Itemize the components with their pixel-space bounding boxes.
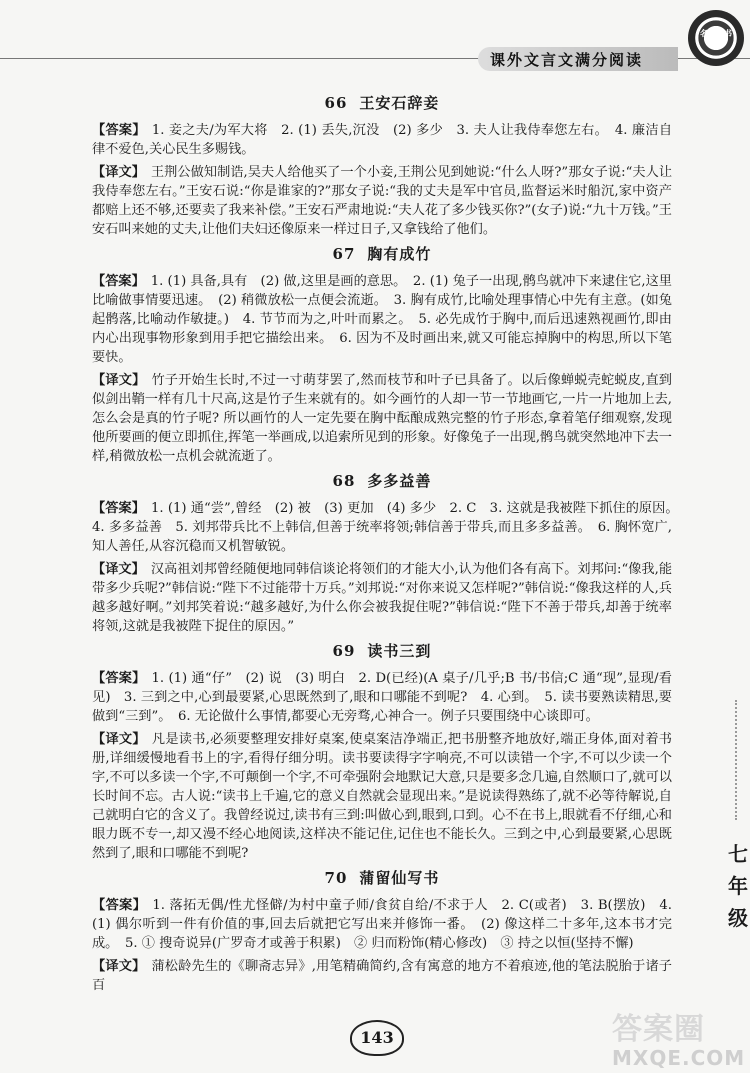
logo-text: 名师图书	[700, 28, 732, 38]
translation-text: 凡是读书,必须要整理安排好桌案,使桌案洁净端正,把书册整齐地放好,端正身体,面对着书册,详细缓慢地看书上的字,看得仔细分明。读书要读得字字响亮,不可以读错一个字,不可以少读一个字,不可以多读一个字,不可颠倒一个字,不可牵强附会地默记大意,只是要多念几遍,自然顺口了,就可以长时间不忘。古人说:“读书上千遍,它的意义自然就会显现出来。”是说读得熟练了,就不必等待解说,自己就明白它的含义了。我曾经说过,读书有三到:叫做心到,眼到,口到。心不在书上,眼就看不仔细,心和眼力既不专一,却又漫不经心地阅读,这样决不能记住,记住也不能长久。三到之中,心到最要紧,心思既然到了,眼和口哪能不到呢?	[92, 732, 672, 861]
answer-label: 【答案】	[92, 274, 145, 289]
section-title	[92, 869, 672, 888]
translation-paragraph	[92, 957, 672, 995]
section-67	[92, 245, 672, 466]
translation-label: 【译文】	[92, 373, 146, 388]
answer-paragraph	[92, 272, 672, 367]
section-title	[92, 642, 672, 661]
section-heading: 蒲留仙写书	[359, 869, 440, 887]
page-content	[92, 88, 686, 999]
section-title	[92, 245, 672, 264]
watermark-text: 答案圈	[612, 1012, 705, 1047]
section-70	[92, 869, 672, 995]
header-title: 课外文言文满分阅读	[490, 51, 644, 69]
page-number: 143	[350, 1020, 404, 1056]
section-number: 66	[324, 94, 348, 112]
section-number: 70	[324, 869, 348, 887]
translation-paragraph	[92, 560, 672, 636]
translation-label: 【译文】	[92, 732, 146, 747]
answer-label: 【答案】	[92, 501, 145, 516]
answer-text: 1. (1) 具备,具有 (2) 做,这里是画的意思。 2. (1) 兔子一出现,鹘鸟就冲下来逮住它,这里比喻做事情要迅速。 (2) 稍微放松一点便会流逝。 3. 胸有成竹,比喻处理事情心中先有主意。(如兔起鹘落,比喻动作敏捷。) 4. 节节而为之,叶叶而累之。 5. 必先成竹于胸中,而后迅速熟视画竹,即由内心出现事物形象到用手把它描绘出来。 6. 因为不及时画出来,就又可能忘掉胸中的构思,所以下笔要快。	[92, 274, 672, 365]
section-title	[92, 94, 672, 113]
section-heading: 胸有成竹	[367, 245, 432, 263]
watermark	[612, 1012, 746, 1072]
answer-text: 1. (1) 通“仔” (2) 说 (3) 明白 2. D(已经)(A 桌子/几乎;B 书/书信;C 通“现”,显现/看见) 3. 三到之中,心到最要紧,心思既然到了,眼和口哪能不到呢? 4. 心到。 5. 读书要熟读精思,要做到“三到”。 6. 无论做什么事情,都要心无旁骛,心神合一。例子只要围绕中心谈即可。	[92, 671, 672, 724]
side-dotted-marks	[735, 700, 749, 820]
translation-label: 【译文】	[92, 165, 145, 180]
answer-text: 1. (1) 通“尝”,曾经 (2) 被 (3) 更加 (4) 多少 2. C 3. 这就是我被陛下抓住的原因。 4. 多多益善 5. 刘邦带兵比不上韩信,但善于统率将领;韩信善于带兵,而且多多益善。 6. 胸怀宽广,知人善任,从容沉稳而又机智敏锐。	[92, 501, 686, 554]
section-number: 69	[332, 642, 356, 660]
section-heading: 王安石辞妾	[359, 94, 440, 112]
side-grade-label: 七年级	[728, 842, 748, 930]
answer-label: 【答案】	[92, 898, 147, 913]
translation-paragraph	[92, 371, 672, 466]
answer-label: 【答案】	[92, 123, 146, 138]
translation-label: 【译文】	[92, 959, 146, 974]
section-66	[92, 94, 672, 239]
section-heading: 多多益善	[367, 472, 432, 490]
section-heading: 读书三到	[367, 642, 432, 660]
translation-text: 王荆公做知制诰,吴夫人给他买了一个小妾,王荆公见到她说:“什么人呀?”那女子说:“夫人让我侍奉您左右。”王安石说:“你是谁家的?”那女子说:“我的丈夫是军中官员,监督运米时船沉,家中资产都赔上还不够,还要卖了我来补偿。”王安石严肃地说:“夫人花了多少钱买你?”(女子)说:“九十万钱。”王安石叫来她的丈夫,让他们夫妇还像原来一样过日子,又拿钱给了他们。	[92, 165, 673, 237]
watermark-url: MXQE.COM	[612, 1046, 746, 1070]
translation-paragraph	[92, 730, 672, 863]
answer-label: 【答案】	[92, 671, 146, 686]
section-number: 67	[332, 245, 356, 263]
answer-paragraph	[92, 499, 686, 556]
translation-label: 【译文】	[92, 562, 145, 577]
answer-text: 1. 落拓无偶/性尤怪僻/为村中童子师/食贫自给/不求于人 2. C(或者) 3. B(摆放) 4. (1) 偶尔听到一件有价值的事,回去后就把它写出来并修饰一番。 (2) 像这样二十多年,这本书才完成。 5. ① 搜奇说异(广罗奇才或善于积累) ② 归而粉饰(精心修改) ③ 持之以恒(坚持不懈)	[92, 898, 672, 951]
section-number: 68	[332, 472, 356, 490]
answer-text: 1. 妾之夫/为军大将 2. (1) 丢失,沉没 (2) 多少 3. 夫人让我侍奉您左右。 4. 廉洁自律不爱色,关心民生多赐钱。	[92, 123, 673, 157]
answer-paragraph	[92, 121, 672, 159]
answer-paragraph	[92, 669, 672, 726]
translation-text: 竹子开始生长时,不过一寸萌芽罢了,然而枝节和叶子已具备了。以后像蝉蜕壳蛇蜕皮,直到似剑出鞘一样有几十尺高,这是竹子生来就有的。如今画竹的人却一节一节地画它,一片一片地加上去,怎么会是真的竹子呢? 所以画竹的人一定先要在胸中酝酿成熟完整的竹子形态,拿着笔仔细观察,发现他所要画的便立即抓住,挥笔一举画成,以追索所见到的形象。好像兔子一出现,鹘鸟就突然地冲下去一样,稍微放松一点机会就流逝了。	[92, 373, 672, 464]
translation-text: 蒲松龄先生的《聊斋志异》,用笔精确简约,含有寓意的地方不着痕迹,他的笔法脱胎于诸子百	[92, 959, 672, 993]
translation-paragraph	[92, 163, 672, 239]
answer-paragraph	[92, 896, 672, 953]
section-69	[92, 642, 672, 863]
section-title	[92, 472, 672, 491]
translation-text: 汉高祖刘邦曾经随便地同韩信谈论将领们的才能大小,认为他们各有高下。刘邦问:“像我,能带多少兵呢?”韩信说:“陛下不过能带十万兵。”刘邦说:“对你来说又怎样呢?”韩信说:“像我这样的人,兵越多越好啊。”刘邦笑着说:“越多越好,为什么你会被我捉住呢?”韩信说:“陛下不善于带兵,却善于统率将领,这就是我被陛下捉住的原因。”	[92, 562, 672, 634]
section-68	[92, 472, 686, 636]
